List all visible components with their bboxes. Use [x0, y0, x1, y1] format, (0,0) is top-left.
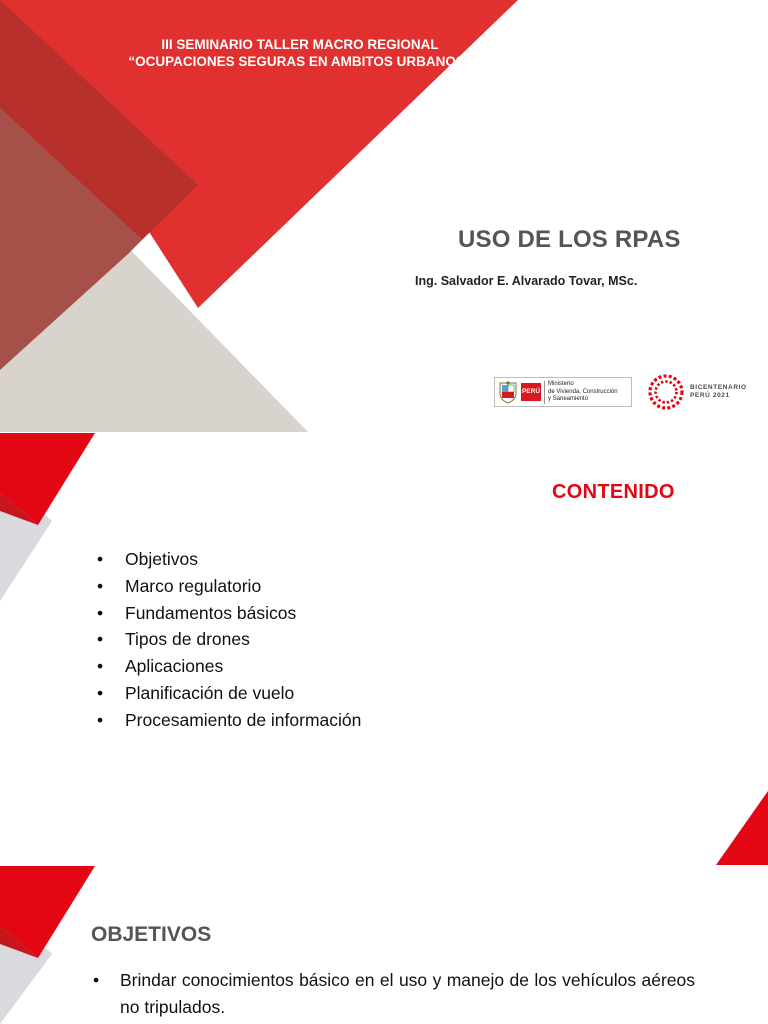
bicentenario-logo — [646, 372, 761, 412]
bicentenario-line-1: BICENTENARIO — [690, 384, 747, 391]
red-bottom-right-triangle — [716, 791, 768, 865]
slide-objectives — [0, 866, 768, 1024]
list-item: • Planificación de vuelo — [95, 680, 361, 707]
slide-title — [0, 0, 768, 432]
seminar-header — [20, 36, 580, 70]
ministry-line-1: Ministerio — [548, 381, 574, 387]
ministry-logo — [494, 377, 632, 407]
objective-text: Brindar conocimientos básico en el uso y manejo de los vehículos aéreos no tripulados. — [120, 970, 695, 1017]
contents-list — [95, 546, 361, 734]
ministry-line-2: de Vivienda, Construcción — [548, 388, 618, 395]
peru-label: PERÚ — [521, 383, 541, 401]
header-line-2: “OCUPACIONES SEGURAS EN AMBITOS URBANOS” — [128, 54, 472, 69]
author-name: Ing. Salvador E. Alvarado Tovar, MSc. — [415, 274, 638, 288]
bicentenario-emblem-icon — [646, 372, 686, 412]
contents-heading: CONTENIDO — [552, 481, 675, 503]
list-item: • Aplicaciones — [95, 653, 361, 680]
list-item: • Procesamiento de información — [95, 707, 361, 734]
bicentenario-text — [690, 384, 747, 400]
objective-bullet — [91, 967, 695, 1021]
list-item: • Marco regulatorio — [95, 573, 361, 600]
list-item: • Tipos de drones — [95, 626, 361, 653]
list-item: • Objetivos — [95, 546, 361, 573]
presentation-title: USO DE LOS RPAS — [458, 226, 681, 253]
peru-shield-icon — [497, 380, 519, 404]
bullet-dot: • — [93, 970, 100, 990]
header-line-1: III SEMINARIO TALLER MACRO REGIONAL — [161, 37, 439, 52]
objectives-heading: OBJETIVOS — [91, 923, 212, 946]
bicentenario-line-2: PERÚ 2021 — [690, 392, 730, 399]
list-item: • Fundamentos básicos — [95, 600, 361, 627]
ministry-line-3: y Saneamiento — [548, 396, 589, 403]
slide-contents — [0, 433, 768, 865]
ministry-name — [544, 381, 636, 404]
